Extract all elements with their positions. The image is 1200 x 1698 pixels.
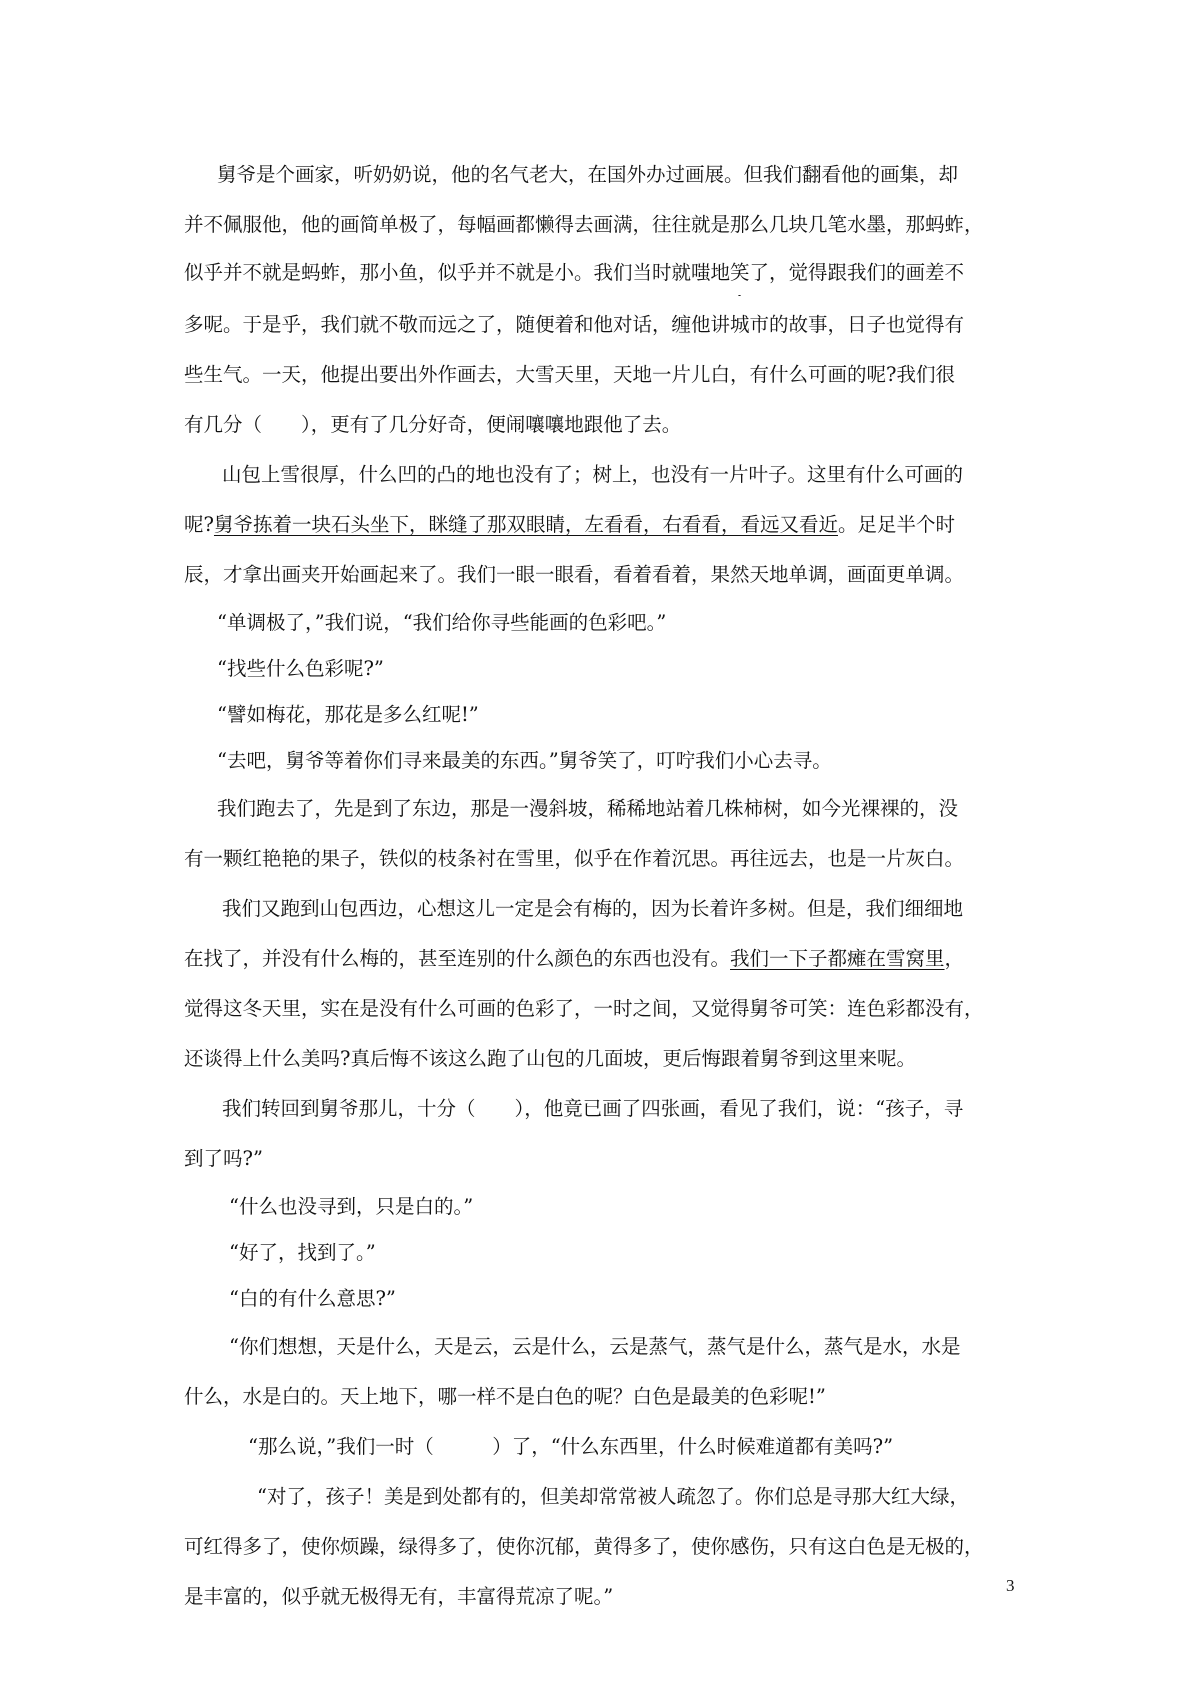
text-segment: 在找了，并没有什么梅的，甚至连别的什么颜色的东西也没有。	[184, 947, 731, 970]
text-line: 些生气。一天，他提出要出外作画去，大雪天里，天地一片儿白，有什么可画的呢?我们很	[184, 363, 955, 386]
text-line: 觉得这冬天里，实在是没有什么可画的色彩了，一时之间，又觉得舅爷可笑：连色彩都没有，	[184, 997, 984, 1020]
text-line: 有一颗红艳艳的果子，铁似的枝条衬在雪里，似乎在作着沉思。再往远去，也是一片灰白。	[184, 847, 965, 870]
paragraph-3	[184, 784, 1020, 884]
paragraph-2	[184, 450, 1020, 600]
paragraph-6	[184, 1322, 1020, 1422]
underlined-sentence: 舅爷拣着一块石头坐下，眯缝了那双眼睛，左看看，右看看，看远又看近	[213, 513, 838, 536]
text-line	[184, 250, 1020, 296]
document-body	[184, 150, 1020, 1622]
text-segment: 了，觉得跟我们的画差不	[749, 261, 965, 284]
dialogue-line: “找些什么色彩呢?”	[217, 657, 384, 680]
text-line: 还谈得上什么美吗?真后悔不该这么跑了山包的几面坡，更后悔跟着舅爷到这里来呢。	[184, 1047, 916, 1070]
dialogue-line: “好了，找到了。”	[229, 1241, 376, 1264]
paragraph-1	[184, 150, 1020, 450]
text-line: 舅爷是个画家，听奶奶说，他的名气老大，在国外办过画展。但我们翻看他的画集，却	[217, 163, 959, 186]
text-line: “你们想想，天是什么，天是云，云是什么，云是蒸气，蒸气是什么，蒸气是水，水是	[229, 1335, 961, 1358]
text-line: 是丰富的，似乎就无极得无有，丰富得荒凉了呢。”	[184, 1585, 614, 1608]
emphasis-dot-char: 笑	[730, 261, 750, 284]
text-segment: 呢?	[184, 513, 214, 536]
dialogue-line: “什么也没寻到，只是白的。”	[229, 1195, 474, 1218]
text-line: 辰，才拿出画夹开始画起来了。我们一眼一眼看，看着看着，果然天地单调，画面更单调。	[184, 563, 965, 586]
text-line: 什么，水是白的。天上地下，哪一样不是白色的呢？白色是最美的色彩呢!”	[184, 1385, 826, 1408]
paragraph-7	[184, 1472, 1020, 1622]
text-line: 到了吗?”	[184, 1147, 263, 1170]
dialogue-line: “去吧，舅爷等着你们寻来最美的东西。”舅爷笑了，叮咛我们小心去寻。	[217, 749, 832, 772]
text-line: 可红得多了，使你烦躁，绿得多了，使你沉郁，黄得多了，使你感伤，只有这白色是无极的，	[184, 1535, 984, 1558]
text-segment: 似乎并不就是蚂蚱，那小鱼，似乎并不就是小。我们当时就嗤地	[184, 261, 731, 284]
text-line: 多呢。于是乎，我们就不敬而远之了，随便着和他对话，缠他讲城市的故事，日子也觉得有	[184, 313, 965, 336]
dialogue-line: “那么说，”我们一时（ ）了，“什么东西里，什么时候难道都有美吗?”	[248, 1435, 894, 1458]
underlined-sentence: 我们一下子都瘫在雪窝里	[730, 947, 945, 970]
text-line	[184, 500, 1020, 550]
dialogue-line: “单调极了，”我们说，“我们给你寻些能画的色彩吧。”	[217, 611, 667, 634]
text-line: 有几分（ ），更有了几分好奇，便闹嚷嚷地跟他了去。	[184, 413, 682, 436]
page-number: 3	[1006, 1576, 1015, 1595]
text-segment: 。足足半个时	[837, 513, 955, 536]
dialogue-line: “白的有什么意思?”	[229, 1287, 396, 1310]
text-line: 山包上雪很厚，什么凹的凸的地也没有了；树上，也没有一片叶子。这里有什么可画的	[222, 463, 964, 486]
paragraph-5	[184, 1084, 1020, 1184]
paragraph-4	[184, 884, 1020, 1084]
text-line: “对了，孩子！美是到处都有的，但美却常常被人疏忽了。你们总是寻那大红大绿，	[257, 1485, 969, 1508]
text-line: 我们跑去了，先是到了东边，那是一漫斜坡，稀稀地站着几株柿树，如今光裸裸的，没	[217, 797, 959, 820]
text-line: 我们又跑到山包西边，心想这儿一定是会有梅的，因为长着许多树。但是，我们细细地	[222, 897, 964, 920]
text-segment: ，	[944, 947, 965, 970]
dialogue-line: “譬如梅花，那花是多么红呢!”	[217, 703, 479, 726]
text-line: 并不佩服他，他的画简单极了，每幅画都懒得去画满，往往就是那么几块几笔水墨，那蚂蚱，	[184, 213, 984, 236]
text-line: 我们转回到舅爷那儿，十分（ ），他竟已画了四张画，看见了我们，说：“孩子，寻	[222, 1097, 964, 1120]
text-line	[184, 934, 1020, 984]
